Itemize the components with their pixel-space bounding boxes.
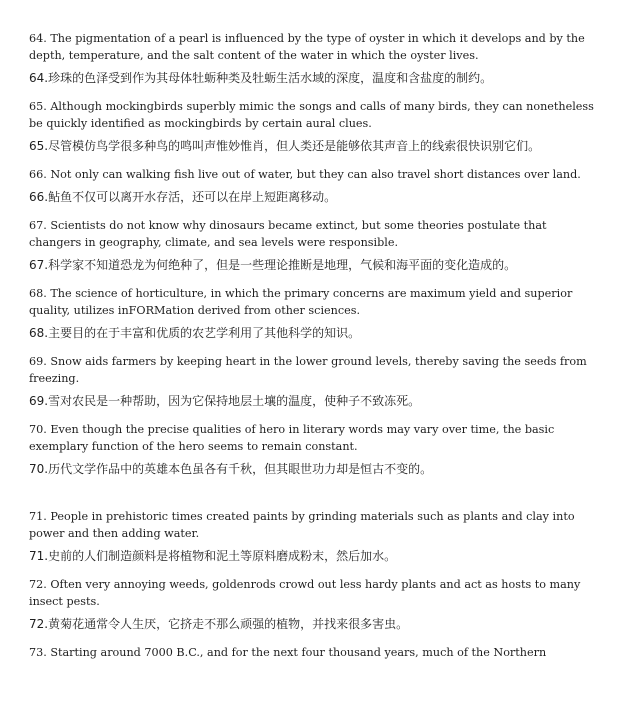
english-sentence-72: 72. Often very annoying weeds, goldenrods crowd out less hardy plants and act as hosts to many insect pests. [29, 578, 581, 608]
chinese-translation-66: 66.鲇鱼不仅可以离开水存活，还可以在岸上短距离移动。 [29, 190, 337, 204]
english-sentence-64: 64. The pigmentation of a pearl is influenced by the type of oyster in which it develops and by the depth, temperature, and the salt content of the water in which the oyster lives. [29, 32, 585, 62]
english-sentence-66: 66. Not only can walking fish live out of water, but they can also travel short distances over land. [29, 168, 581, 181]
chinese-translation-67: 67.科学家不知道恐龙为何绝种了，但是一些理论推断是地理，气候和海平面的变化造成的。 [29, 258, 517, 272]
chinese-translation-70: 70.历代文学作品中的英雄本色虽各有千秋，但其眼世功力却是恒古不变的。 [29, 462, 433, 476]
english-sentence-69: 69. Snow aids farmers by keeping heart in the lower ground levels, thereby saving the seeds from freezing. [29, 355, 587, 385]
chinese-translation-69: 69.雪对农民是一种帮助，因为它保持地层土壤的温度，使种子不致冻死。 [29, 394, 421, 408]
chinese-translation-65: 65.尽管模仿鸟学很多种鸟的鸣叫声惟妙惟肖，但人类还是能够依其声音上的线索很快识别它们。 [29, 139, 541, 153]
english-sentence-68: 68. The science of horticulture, in which the primary concerns are maximum yield and superior quality, utilizes inFORMation derived from other sciences. [29, 287, 573, 317]
english-sentence-70: 70. Even though the precise qualities of hero in literary words may vary over time, the basic exemplary function of the hero seems to remain constant. [29, 423, 555, 453]
english-sentence-67: 67. Scientists do not know why dinosaurs became extinct, but some theories postulate that changers in geography, climate, and sea levels were responsible. [29, 219, 547, 249]
chinese-translation-64: 64.珍珠的色泽受到作为其母体牡蛎种类及牡蛎生活水域的深度，温度和含盐度的制约。 [29, 71, 493, 85]
sentence-list [29, 30, 595, 661]
chinese-translation-71: 71.史前的人们制造颜料是将植物和泥土等原料磨成粉末，然后加水。 [29, 549, 397, 563]
english-sentence-71: 71. People in prehistoric times created paints by grinding materials such as plants and clay into power and then adding water. [29, 510, 575, 540]
english-sentence-65: 65. Although mockingbirds superbly mimic the songs and calls of many birds, they can nonetheless be quickly identified as mockingbirds by certain aural clues. [29, 100, 594, 130]
section-spacer [29, 478, 595, 508]
english-sentence-73: 73. Starting around 7000 B.C., and for the next four thousand years, much of the Northern [29, 646, 547, 659]
chinese-translation-72: 72.黄菊花通常令人生厌，它挤走不那么顽强的植物，并找来很多害虫。 [29, 617, 409, 631]
chinese-translation-68: 68.主要目的在于丰富和优质的农艺学利用了其他科学的知识。 [29, 326, 361, 340]
